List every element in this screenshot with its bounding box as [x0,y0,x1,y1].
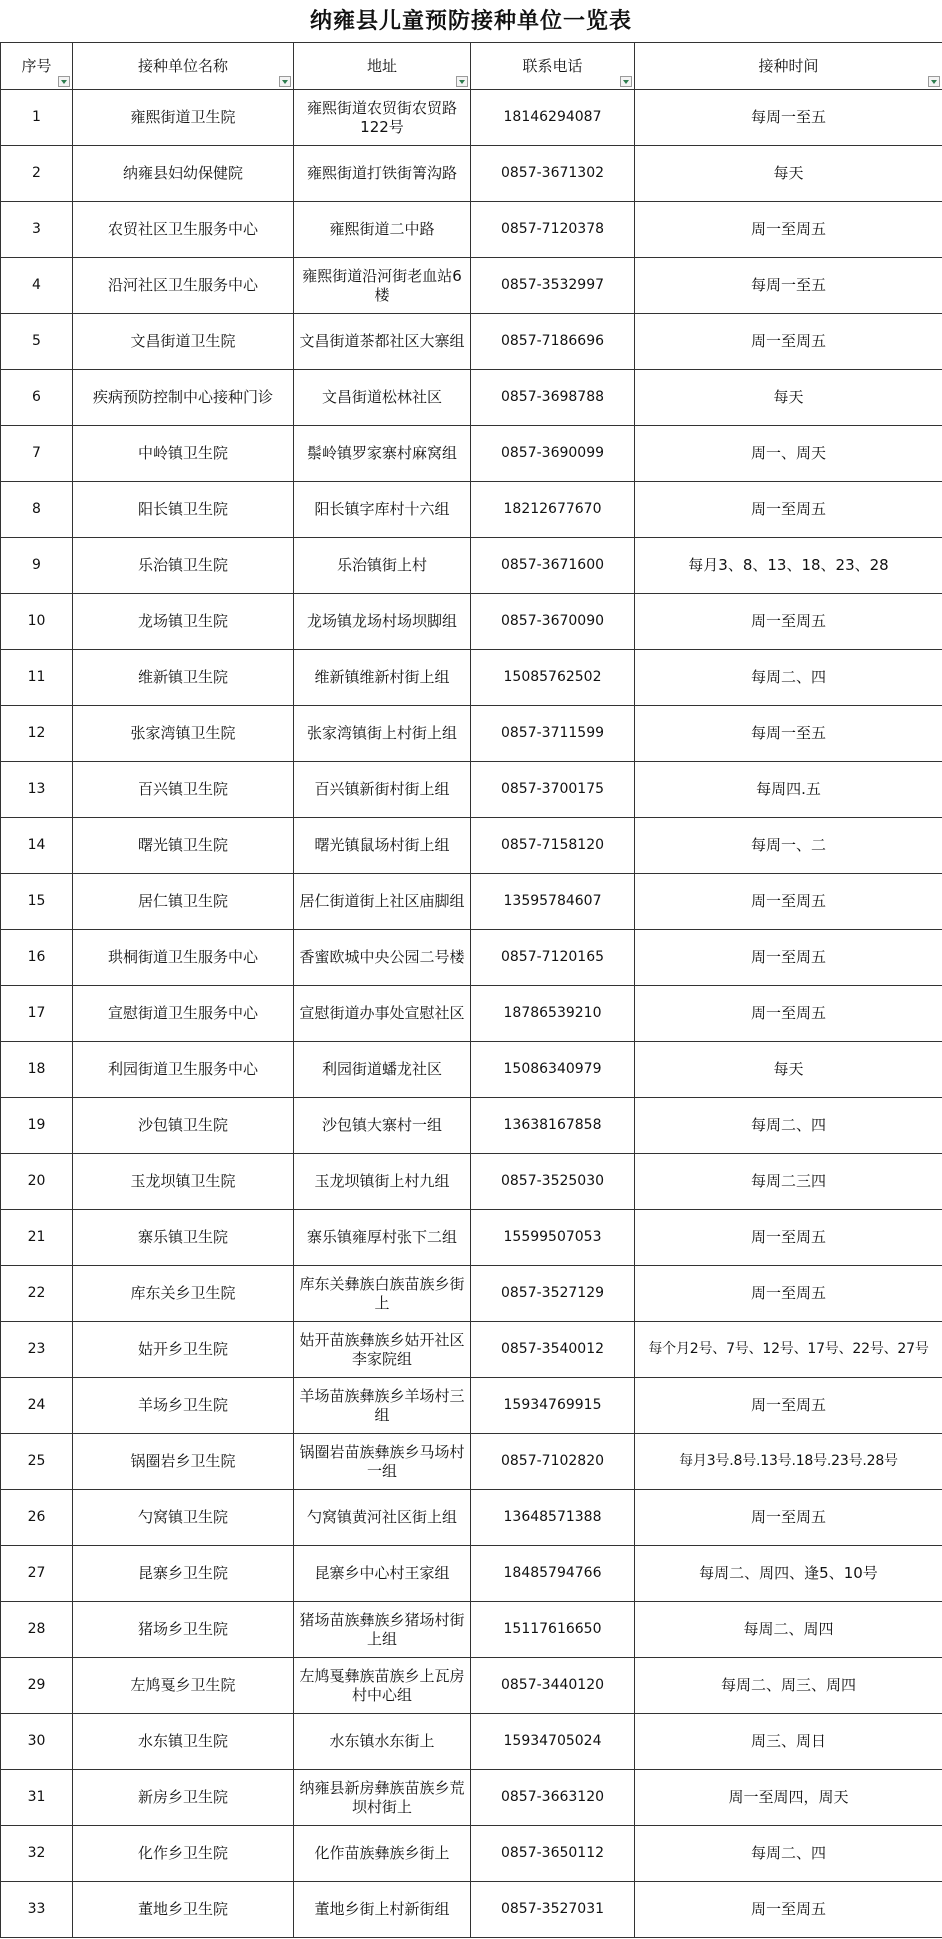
cell-unit-name: 寨乐镇卫生院 [73,1210,294,1266]
cell-unit-name: 沙包镇卫生院 [73,1098,294,1154]
cell-phone: 0857-3700175 [471,762,635,818]
cell-index: 8 [1,482,73,538]
cell-schedule: 周一至周五 [635,594,942,650]
table-row [1,202,942,258]
cell-address: 鬃岭镇罗家寨村麻窝组 [294,426,471,482]
filter-dropdown-icon[interactable] [279,76,291,87]
table-row [1,538,942,594]
cell-schedule: 每周一、二 [635,818,942,874]
cell-address: 雍熙街道二中路 [294,202,471,258]
cell-schedule: 每周二、四 [635,1098,942,1154]
cell-schedule: 每周一至五 [635,258,942,314]
header-cell-unit [73,43,294,90]
cell-unit-name: 中岭镇卫生院 [73,426,294,482]
cell-address: 居仁街道街上社区庙脚组 [294,874,471,930]
cell-unit-name: 左鸠戛乡卫生院 [73,1658,294,1714]
cell-unit-name: 化作乡卫生院 [73,1826,294,1882]
table-row [1,818,942,874]
cell-unit-name: 姑开乡卫生院 [73,1322,294,1378]
table-row [1,1154,942,1210]
cell-schedule: 周一至周五 [635,1490,942,1546]
table-row [1,874,942,930]
cell-schedule: 周一至周五 [635,202,942,258]
cell-phone: 0857-3690099 [471,426,635,482]
header-cell-index [1,43,73,90]
cell-index: 10 [1,594,73,650]
table-row [1,706,942,762]
cell-phone: 18786539210 [471,986,635,1042]
cell-index: 18 [1,1042,73,1098]
cell-unit-name: 沿河社区卫生服务中心 [73,258,294,314]
cell-address: 百兴镇新街村街上组 [294,762,471,818]
cell-schedule: 周一至周五 [635,986,942,1042]
table-row [1,258,942,314]
cell-address: 锅圈岩苗族彝族乡马场村一组 [294,1434,471,1490]
cell-address: 阳长镇字库村十六组 [294,482,471,538]
header-label: 地址 [366,56,397,75]
cell-address: 雍熙街道沿河街老血站6楼 [294,258,471,314]
cell-unit-name: 猪场乡卫生院 [73,1602,294,1658]
cell-index: 6 [1,370,73,426]
vaccination-table [0,42,942,1938]
cell-schedule: 每周一至五 [635,706,942,762]
filter-dropdown-icon[interactable] [58,76,70,87]
cell-schedule: 周一、周天 [635,426,942,482]
table-row [1,1770,942,1826]
table-row [1,1266,942,1322]
cell-phone: 18212677670 [471,482,635,538]
cell-phone: 13638167858 [471,1098,635,1154]
cell-phone: 15117616650 [471,1602,635,1658]
cell-index: 30 [1,1714,73,1770]
table-row [1,762,942,818]
cell-address: 雍熙街道农贸街农贸路122号 [294,90,471,146]
table-row [1,1378,942,1434]
cell-index: 23 [1,1322,73,1378]
cell-schedule: 每天 [635,146,942,202]
cell-phone: 0857-3650112 [471,1826,635,1882]
cell-index: 32 [1,1826,73,1882]
cell-unit-name: 勺窝镇卫生院 [73,1490,294,1546]
cell-phone: 15086340979 [471,1042,635,1098]
cell-index: 31 [1,1770,73,1826]
cell-schedule: 每周二、四 [635,650,942,706]
cell-schedule: 每周二、周四、逢5、10号 [635,1546,942,1602]
table-row [1,650,942,706]
table-row [1,1826,942,1882]
table-row [1,1322,942,1378]
cell-index: 7 [1,426,73,482]
cell-unit-name: 昆寨乡卫生院 [73,1546,294,1602]
table-row [1,594,942,650]
cell-unit-name: 疾病预防控制中心接种门诊 [73,370,294,426]
cell-phone: 18146294087 [471,90,635,146]
cell-phone: 0857-3525030 [471,1154,635,1210]
cell-address: 勺窝镇黄河社区街上组 [294,1490,471,1546]
cell-unit-name: 曙光镇卫生院 [73,818,294,874]
cell-phone: 13648571388 [471,1490,635,1546]
cell-schedule: 每天 [635,1042,942,1098]
cell-address: 昆寨乡中心村王家组 [294,1546,471,1602]
cell-index: 25 [1,1434,73,1490]
table-row [1,1490,942,1546]
cell-index: 26 [1,1490,73,1546]
cell-schedule: 每周一至五 [635,90,942,146]
cell-phone: 0857-7158120 [471,818,635,874]
cell-schedule: 每周二三四 [635,1154,942,1210]
cell-phone: 0857-7120165 [471,930,635,986]
cell-index: 20 [1,1154,73,1210]
cell-index: 28 [1,1602,73,1658]
cell-phone: 15934705024 [471,1714,635,1770]
cell-phone: 15085762502 [471,650,635,706]
cell-phone: 0857-3698788 [471,370,635,426]
table-row [1,930,942,986]
table-row [1,1658,942,1714]
cell-schedule: 周一至周五 [635,874,942,930]
table-row [1,426,942,482]
cell-unit-name: 雍熙街道卫生院 [73,90,294,146]
cell-address: 姑开苗族彝族乡姑开社区李家院组 [294,1322,471,1378]
cell-schedule: 周一至周五 [635,1882,942,1938]
cell-unit-name: 宣慰街道卫生服务中心 [73,986,294,1042]
cell-schedule: 每个月2号、7号、12号、17号、22号、27号 [635,1322,942,1378]
header-row [1,43,942,90]
table-row [1,1714,942,1770]
cell-unit-name: 纳雍县妇幼保健院 [73,146,294,202]
cell-address: 董地乡街上村新街组 [294,1882,471,1938]
cell-phone: 0857-3540012 [471,1322,635,1378]
cell-phone: 13595784607 [471,874,635,930]
cell-phone: 0857-3527031 [471,1882,635,1938]
header-cell-phone [471,43,635,90]
page-title: 纳雍县儿童预防接种单位一览表 [309,9,632,34]
cell-address: 化作苗族彝族乡街上 [294,1826,471,1882]
table-row [1,1210,942,1266]
cell-index: 12 [1,706,73,762]
cell-index: 33 [1,1882,73,1938]
cell-index: 22 [1,1266,73,1322]
cell-address: 曙光镇鼠场村街上组 [294,818,471,874]
cell-address: 乐治镇街上村 [294,538,471,594]
cell-unit-name: 锅圈岩乡卫生院 [73,1434,294,1490]
cell-index: 21 [1,1210,73,1266]
table-body [1,90,942,1938]
cell-phone: 15934769915 [471,1378,635,1434]
table-row [1,1546,942,1602]
cell-address: 文昌街道茶都社区大寨组 [294,314,471,370]
cell-address: 寨乐镇雍厚村张下二组 [294,1210,471,1266]
cell-unit-name: 玉龙坝镇卫生院 [73,1154,294,1210]
cell-unit-name: 利园街道卫生服务中心 [73,1042,294,1098]
cell-unit-name: 居仁镇卫生院 [73,874,294,930]
table-row [1,370,942,426]
cell-index: 13 [1,762,73,818]
cell-schedule: 周一至周五 [635,314,942,370]
cell-index: 19 [1,1098,73,1154]
filter-dropdown-icon[interactable] [928,76,940,87]
table-row [1,1434,942,1490]
cell-index: 16 [1,930,73,986]
cell-address: 香蜜欧城中央公园二号楼 [294,930,471,986]
table-row [1,1602,942,1658]
cell-address: 宣慰街道办事处宣慰社区 [294,986,471,1042]
cell-unit-name: 库东关乡卫生院 [73,1266,294,1322]
header-label: 序号 [21,56,52,75]
cell-phone: 0857-3670090 [471,594,635,650]
cell-phone: 0857-3671302 [471,146,635,202]
cell-schedule: 周一至周五 [635,930,942,986]
cell-unit-name: 董地乡卫生院 [73,1882,294,1938]
table-row [1,1098,942,1154]
cell-index: 27 [1,1546,73,1602]
header-label: 联系电话 [522,56,583,75]
cell-unit-name: 文昌街道卫生院 [73,314,294,370]
cell-phone: 0857-7120378 [471,202,635,258]
cell-address: 羊场苗族彝族乡羊场村三组 [294,1378,471,1434]
table-row [1,1882,942,1938]
cell-index: 5 [1,314,73,370]
cell-unit-name: 羊场乡卫生院 [73,1378,294,1434]
cell-phone: 0857-7186696 [471,314,635,370]
cell-address: 玉龙坝镇街上村九组 [294,1154,471,1210]
cell-address: 左鸠戛彝族苗族乡上瓦房村中心组 [294,1658,471,1714]
cell-unit-name: 水东镇卫生院 [73,1714,294,1770]
cell-address: 沙包镇大寨村一组 [294,1098,471,1154]
cell-index: 9 [1,538,73,594]
cell-schedule: 每月3、8、13、18、23、28 [635,538,942,594]
cell-address: 库东关彝族白族苗族乡街上 [294,1266,471,1322]
cell-schedule: 周一至周五 [635,482,942,538]
cell-phone: 0857-3671600 [471,538,635,594]
table-row [1,482,942,538]
cell-unit-name: 新房乡卫生院 [73,1770,294,1826]
cell-schedule: 每周二、周四 [635,1602,942,1658]
cell-address: 张家湾镇街上村街上组 [294,706,471,762]
cell-unit-name: 农贸社区卫生服务中心 [73,202,294,258]
table-row [1,314,942,370]
table-row [1,1042,942,1098]
cell-index: 17 [1,986,73,1042]
header-label: 接种时间 [758,56,819,75]
cell-unit-name: 龙场镇卫生院 [73,594,294,650]
cell-phone: 0857-3527129 [471,1266,635,1322]
cell-unit-name: 维新镇卫生院 [73,650,294,706]
cell-index: 3 [1,202,73,258]
header-cell-address [294,43,471,90]
cell-phone: 18485794766 [471,1546,635,1602]
cell-index: 24 [1,1378,73,1434]
cell-unit-name: 阳长镇卫生院 [73,482,294,538]
cell-schedule: 周三、周日 [635,1714,942,1770]
table-row [1,986,942,1042]
cell-phone: 0857-3663120 [471,1770,635,1826]
filter-dropdown-icon[interactable] [456,76,468,87]
cell-schedule: 每周二、四 [635,1826,942,1882]
cell-schedule: 周一至周五 [635,1210,942,1266]
table-row [1,90,942,146]
cell-index: 15 [1,874,73,930]
cell-address: 文昌街道松林社区 [294,370,471,426]
cell-phone: 15599507053 [471,1210,635,1266]
cell-schedule: 每天 [635,370,942,426]
cell-index: 4 [1,258,73,314]
cell-unit-name: 百兴镇卫生院 [73,762,294,818]
cell-schedule: 每周四.五 [635,762,942,818]
cell-index: 1 [1,90,73,146]
table-row [1,146,942,202]
filter-dropdown-icon[interactable] [620,76,632,87]
cell-address: 龙场镇龙场村场坝脚组 [294,594,471,650]
cell-schedule: 每周二、周三、周四 [635,1658,942,1714]
cell-index: 14 [1,818,73,874]
cell-address: 水东镇水东街上 [294,1714,471,1770]
header-cell-schedule [635,43,942,90]
cell-phone: 0857-7102820 [471,1434,635,1490]
cell-schedule: 周一至周五 [635,1378,942,1434]
cell-phone: 0857-3711599 [471,706,635,762]
cell-schedule: 每月3号.8号.13号.18号.23号.28号 [635,1434,942,1490]
cell-address: 猪场苗族彝族乡猪场村街上组 [294,1602,471,1658]
cell-schedule: 周一至周四，周天 [635,1770,942,1826]
cell-phone: 0857-3532997 [471,258,635,314]
header-label: 接种单位名称 [137,56,228,75]
cell-address: 雍熙街道打铁街箐沟路 [294,146,471,202]
cell-address: 维新镇维新村街上组 [294,650,471,706]
cell-address: 纳雍县新房彝族苗族乡荒坝村街上 [294,1770,471,1826]
cell-unit-name: 珙桐街道卫生服务中心 [73,930,294,986]
cell-unit-name: 张家湾镇卫生院 [73,706,294,762]
cell-index: 29 [1,1658,73,1714]
cell-unit-name: 乐治镇卫生院 [73,538,294,594]
cell-address: 利园街道蟠龙社区 [294,1042,471,1098]
cell-schedule: 周一至周五 [635,1266,942,1322]
cell-phone: 0857-3440120 [471,1658,635,1714]
cell-index: 11 [1,650,73,706]
cell-index: 2 [1,146,73,202]
